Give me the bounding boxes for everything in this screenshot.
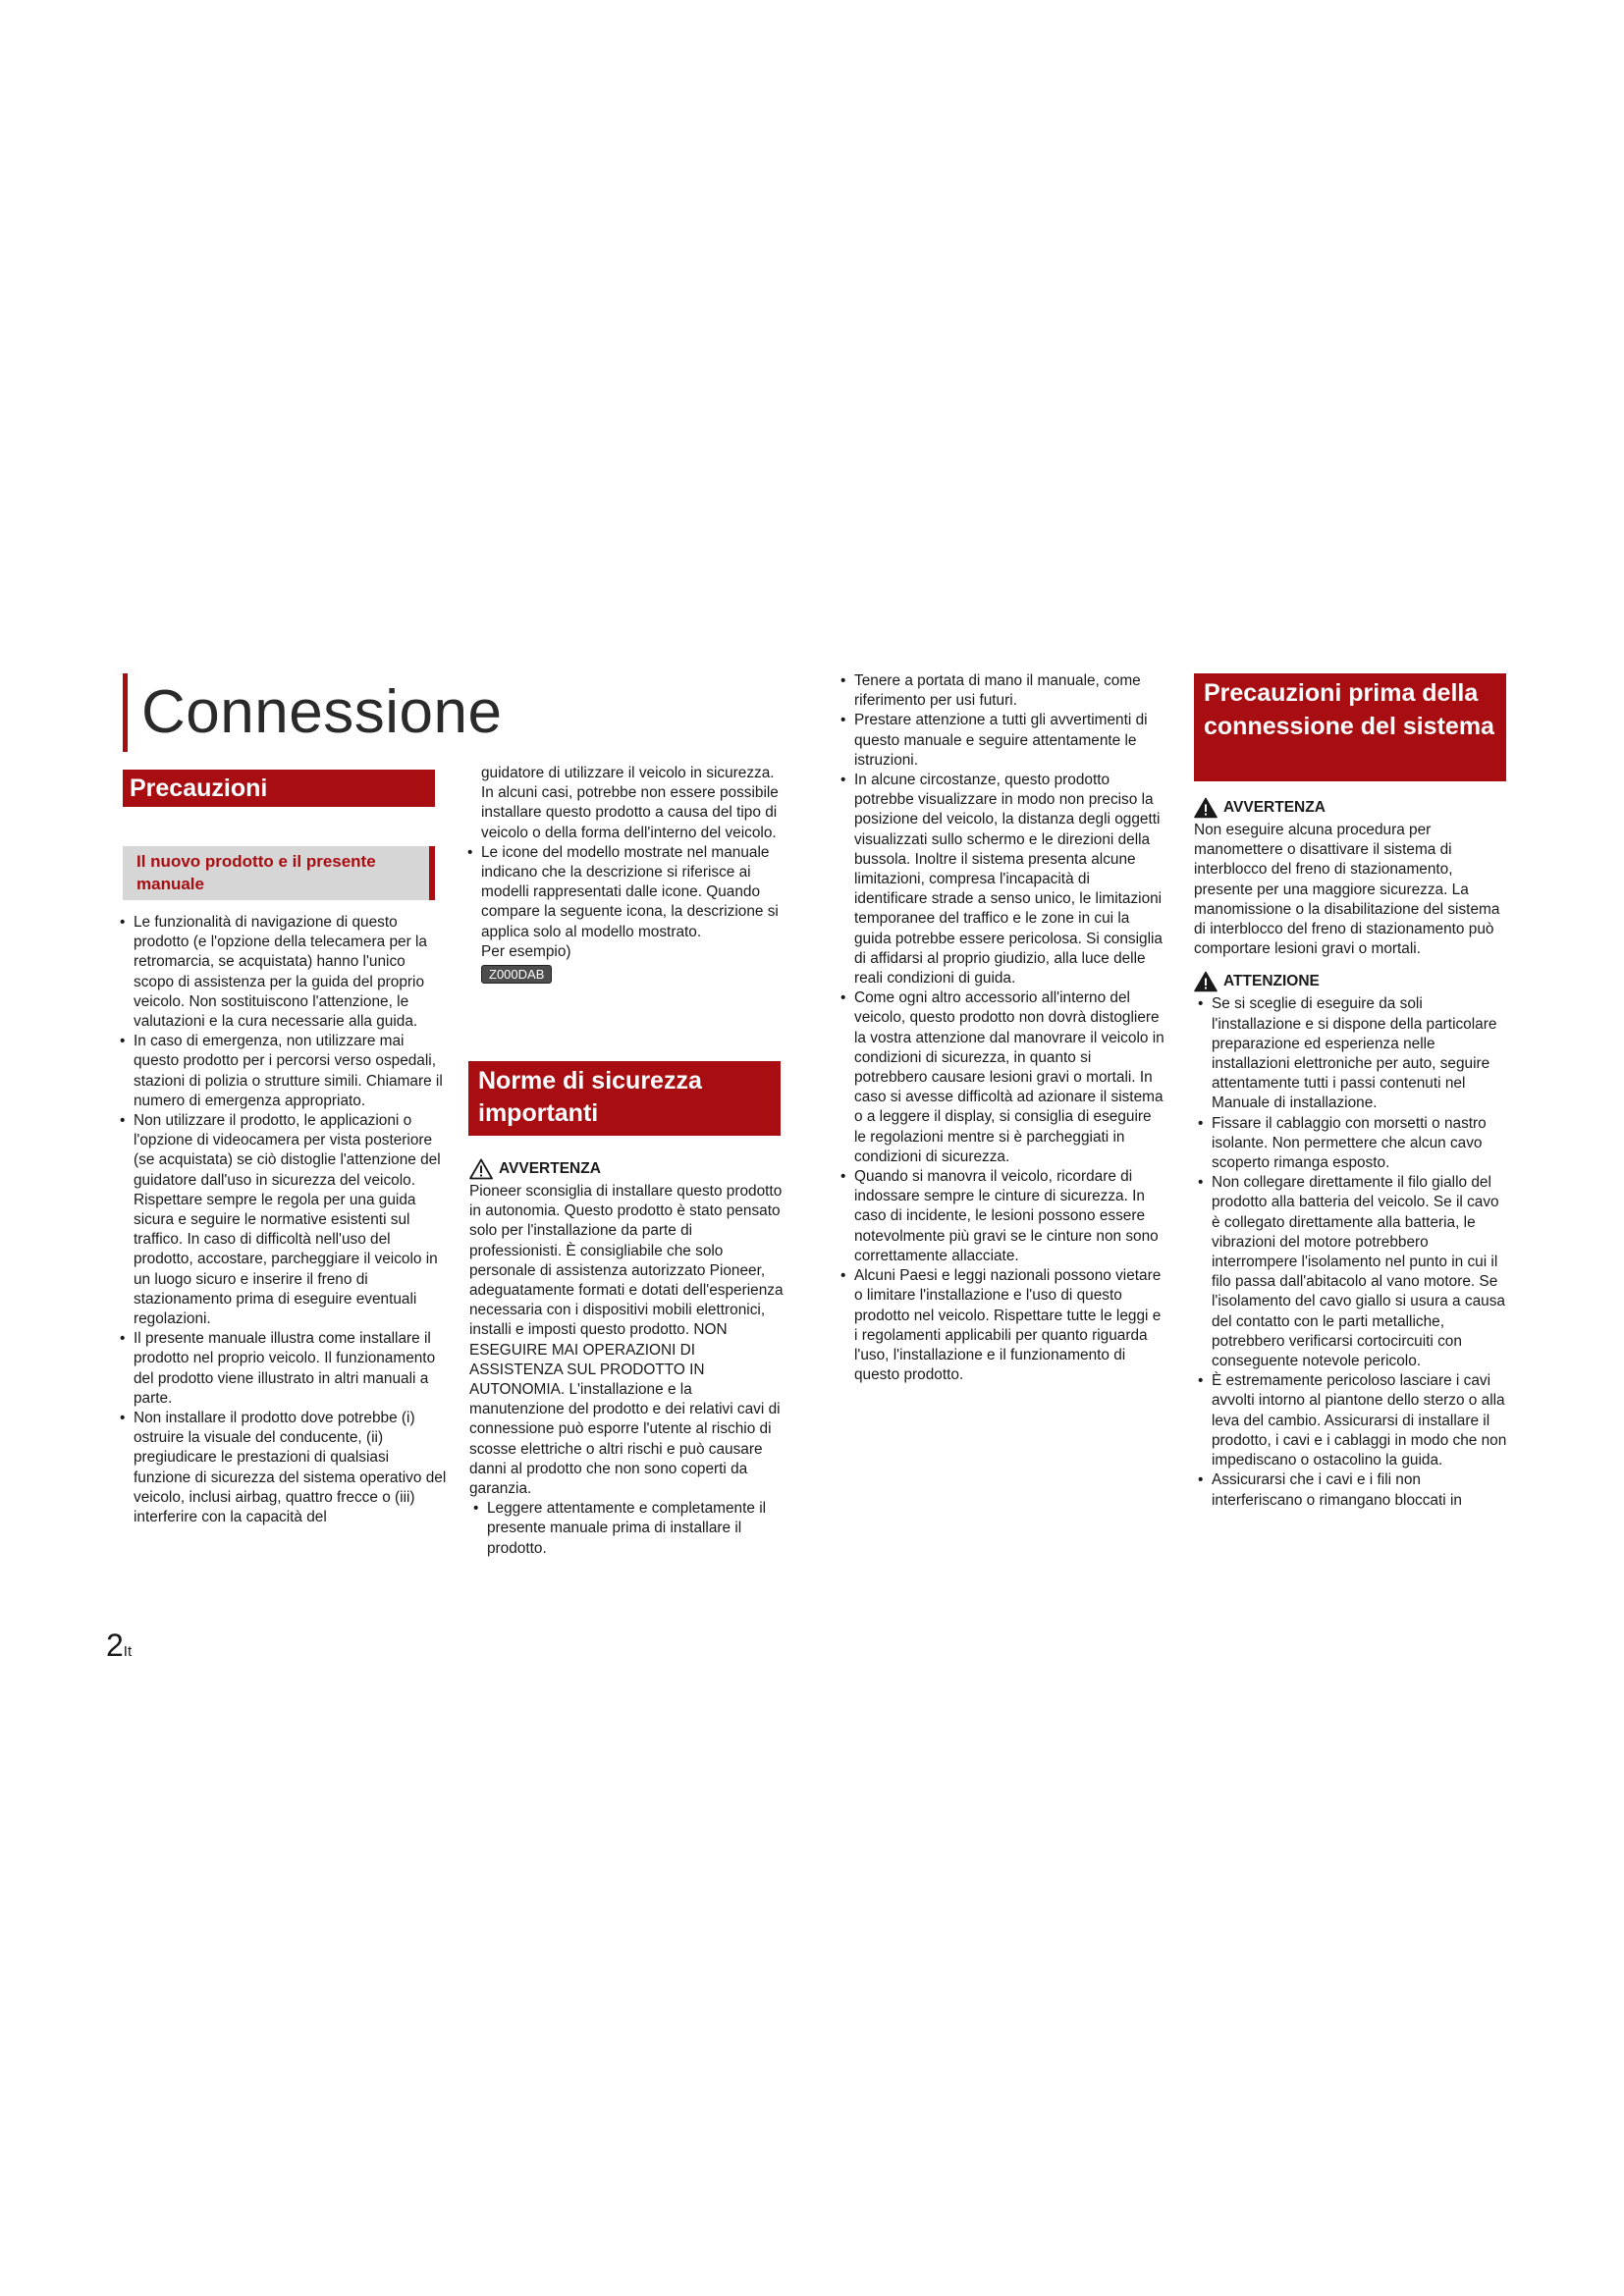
- list-item: • In caso di emergenza, non utilizzare mai questo prodotto per i percorsi verso ospedali, stazioni di polizia o strutture simili. Chiamare il numero di emergenza appropriato.: [116, 1032, 450, 1111]
- continuation-paragraph: guidatore di utilizzare il veicolo in sicurezza. In alcuni casi, potrebbe non essere possibile installare questo prodotto a causa del tipo di veicolo o della forma dell'interno del veicolo.: [481, 765, 779, 841]
- list-item: • Assicurarsi che i cavi e i fili non interferiscano o rimangano bloccati in: [1194, 1470, 1508, 1510]
- model-badge: Z000DAB: [481, 965, 552, 984]
- icons-explanation: Le icone del modello mostrate nel manuale indicano che la descrizione si riferisce ai modelli rappresentati dalle icone. Quando compare la seguente icona, la descrizione si applica solo al modello mostrato.: [481, 843, 779, 940]
- caution-filled-icon: [1194, 971, 1218, 992]
- list-item: • Le funzionalità di navigazione di questo prodotto (e l'opzione della telecamera per la retromarcia, se acquistata) hanno l'unico scopo di assistenza per la guida del proprio veicolo. Non sostituiscono l'attenzione, le valutazioni e la cura necessarie alla guida.: [116, 913, 450, 1032]
- caution-label: ATTENZIONE: [1223, 973, 1320, 990]
- section-title-precauzioni: [123, 770, 435, 807]
- example-label: Per esempio): [481, 942, 571, 960]
- warning-outline-icon: [469, 1158, 493, 1180]
- list-item: • Quando si manovra il veicolo, ricordare di indossare sempre le cinture di sicurezza. In caso di incidente, le lesioni possono essere notevolmente più gravi se le cinture non sono correttamente allacciate.: [837, 1167, 1165, 1266]
- list-item: • Prestare attenzione a tutti gli avvertimenti di questo manuale e seguire attentamente le istruzioni.: [837, 711, 1165, 771]
- list-item: • Non collegare direttamente il filo giallo del prodotto alla batteria del veicolo. Se il cavo è collegato direttamente alla batteria, le vibrazioni del motore potrebbero interrompere l'isolamento nel punto in cui il filo passa dall'abitacolo al vano motore. Se l'isolamento del cavo giallo si usura a causa del contatto con le parti metalliche, potrebbero verificarsi cortocircuiti con conseguente notevole pericolo.: [1194, 1173, 1508, 1371]
- list-item: • Il presente manuale illustra come installare il prodotto nel proprio veicolo. Il funzionamento del prodotto viene illustrato in altri manuali a parte.: [116, 1329, 450, 1409]
- list-item: • Leggere attentamente e completamente il presente manuale prima di installare il prodotto.: [469, 1499, 788, 1559]
- section-title-text: Precauzioni prima della connessione del sistema: [1204, 679, 1494, 740]
- warning-heading: [469, 1158, 788, 1180]
- caution-heading: [1194, 971, 1508, 992]
- list-item: • Tenere a portata di mano il manuale, come riferimento per usi futuri.: [837, 671, 1165, 711]
- list-item: • Come ogni altro accessorio all'interno del veicolo, questo prodotto non dovrà distogliere la vostra attenzione dal manovrare il veicolo in condizioni di sicurezza, in quanto si potrebbero causare lesioni gravi o mortali. In caso si avesse difficoltà ad azionare il sistema o a leggere il display, si consiglia di eseguire le regolazioni mentre si è parcheggiati in condizioni di sicurezza.: [837, 988, 1165, 1167]
- list-item: • Se si sceglie di eseguire da soli l'installazione e si dispone della particolare preparazione ed esperienza nelle installazioni elettroniche per auto, seguire attentamente tutti i passi contenuti nel Manuale di installazione.: [1194, 994, 1508, 1113]
- section-title-precauzioni-connessione: [1194, 673, 1506, 781]
- warning-label: AVVERTENZA: [1223, 798, 1326, 816]
- page-number: [106, 1628, 132, 1670]
- page-language: It: [123, 1643, 133, 1660]
- subsection-title: Il nuovo prodotto e il presente manuale: [136, 852, 376, 893]
- section-title-text: Precauzioni: [130, 774, 268, 802]
- warning-text: Pioneer sconsiglia di installare questo prodotto in autonomia. Questo prodotto è stato pensato solo per l'installazione da parte di professionisti. È consigliabile che solo personale di assistenza autorizzato Pioneer, adeguatamente formati e dotati dell'esperienza necessaria con i dispositivi mobili elettronici, installi e imposti questo prodotto. NON ESEGUIRE MAI OPERAZIONI DI ASSISTENZA SUL PRODOTTO IN AUTONOMIA. L'installazione e la manutenzione del prodotto e dei relativi cavi di connessione può esporre l'utente al rischio di scosse elettriche o altri rischi e può causare danni al prodotto che non sono coperti da garanzia.: [469, 1183, 784, 1498]
- list-item: • In alcune circostanze, questo prodotto potrebbe visualizzare in modo non preciso la posizione del veicolo, la distanza degli oggetti visualizzati sullo schermo e le direzioni della bussola. Inoltre il sistema presenta alcune limitazioni, compresa l'incapacità di identificare strade a senso unico, le limitazioni temporanee del traffico e le zone in cui la guida potrebbe essere pericolosa. Si consiglia di affidarsi al proprio giudizio, alla luce delle reali condizioni di guida.: [837, 771, 1165, 988]
- warning-text: Non eseguire alcuna procedura per manomettere o disattivare il sistema di interblocco del freno di stazionamento, presente per una maggiore sicurezza. La manomissione o la disabilitazione del sistema di interblocco del freno di stazionamento può comportare lesioni gravi o mortali.: [1194, 822, 1500, 958]
- list-item: • Non utilizzare il prodotto, le applicazioni o l'opzione di videocamera per vista posteriore (se acquistata) se ciò distoglie l'attenzione del guidatore dall'uso in sicurezza del veicolo. Rispettare sempre le regola per una guida sicura e seguire le normative esistenti sul traffico. In caso di difficoltà nell'uso del prodotto, accostare, parcheggiare il veicolo in un luogo sicuro e inserire il freno di stazionamento prima di eseguire eventuali regolazioni.: [116, 1111, 450, 1329]
- list-item: [463, 843, 787, 985]
- section-title-text: Norme di sicurezza importanti: [478, 1067, 702, 1127]
- list-item: • Fissare il cablaggio con morsetti o nastro isolante. Non permettere che alcun cavo scoperto rimanga esposto.: [1194, 1114, 1508, 1174]
- column-4-text: [1194, 797, 1508, 1511]
- chapter-title-bar: [123, 673, 128, 752]
- list-item: • È estremamente pericoloso lasciare i cavi avvolti intorno al piantone dello sterzo o alla leva del cambio. Assicurarsi di installare il prodotto, i cavi e i cablaggi in modo che non impediscano o ostacolino la guida.: [1194, 1371, 1508, 1470]
- warning-label: AVVERTENZA: [499, 1159, 601, 1177]
- page-number-value: 2: [106, 1628, 124, 1663]
- column-3-text: [837, 671, 1165, 1385]
- column-1-text: [116, 913, 450, 1527]
- list-item: • Alcuni Paesi e leggi nazionali possono vietare o limitare l'installazione e l'uso di questo prodotto nel veicolo. Rispettare tutte le leggi e i regolamenti applicabili per quanto riguarda l'uso, l'installazione e il funzionamento di questo prodotto.: [837, 1266, 1165, 1385]
- warning-heading: [1194, 797, 1508, 819]
- warning-filled-icon: [1194, 797, 1218, 819]
- section-title-norme: [468, 1061, 781, 1136]
- chapter-title: Connessione: [141, 678, 503, 746]
- list-item: • Non installare il prodotto dove potrebbe (i) ostruire la visuale del conducente, (ii) pregiudicare le prestazioni di qualsiasi funzione di sicurezza del sistema operativo del veicolo, inclusi airbag, quattro frecce o (iii) interferire con la capacità del: [116, 1409, 450, 1527]
- column-2-top-text: [463, 764, 787, 985]
- subsection-title-box: [123, 846, 435, 900]
- column-2-warning: [469, 1158, 788, 1559]
